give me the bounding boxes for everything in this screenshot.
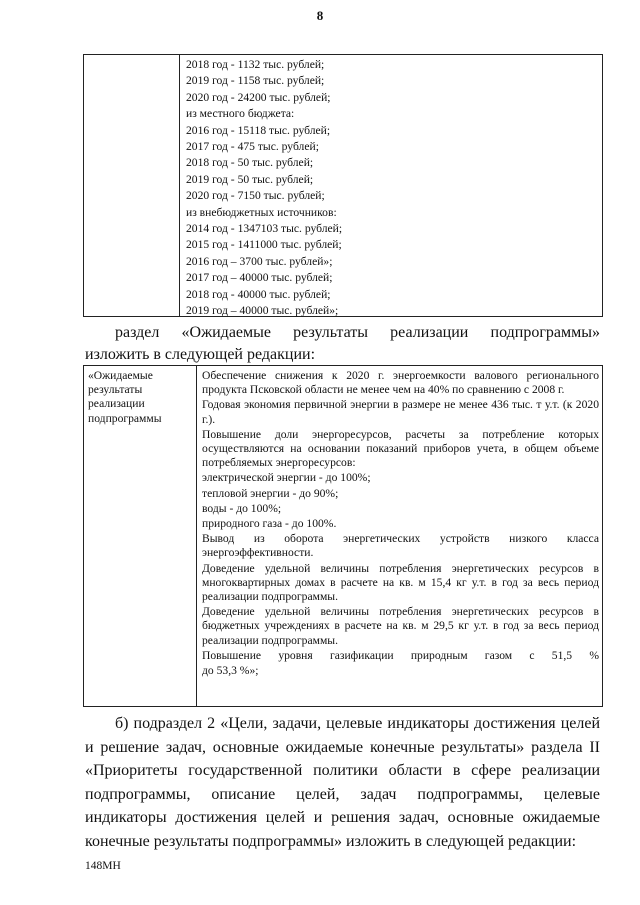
funding-line: 2020 год - 7150 тыс. рублей;	[186, 189, 325, 203]
results-paragraph: Доведение удельной величины потребления энергетических ресурсов в бюджетных учреждениях в расчете на кв. м 29,5 кг у.т. в год за весь период реализации подпрограммы.	[202, 605, 599, 647]
results-paragraph: воды - до 100%;	[202, 501, 282, 515]
funding-table	[83, 54, 603, 317]
funding-line: 2019 год – 40000 тыс. рублей»;	[186, 304, 339, 318]
table-column-divider	[179, 55, 180, 316]
funding-lines	[186, 57, 342, 320]
results-paragraph: Вывод из оборота энергетических устройств низкого класса энергоэффективности.	[202, 532, 599, 560]
results-table	[83, 365, 603, 707]
table-column-divider	[196, 366, 197, 706]
page-number: 8	[316, 8, 324, 23]
funding-line: 2016 год - 15118 тыс. рублей;	[186, 123, 331, 137]
funding-line: 2016 год – 3700 тыс. рублей»;	[186, 254, 333, 268]
results-paragraph: Повышение доли энергоресурсов, расчеты за потребление которых осуществляются на основании показаний приборов учета, в общем объеме потребляемых энергоресурсов:	[202, 427, 599, 470]
funding-line: 2020 год - 24200 тыс. рублей;	[186, 90, 331, 104]
results-content	[202, 369, 599, 679]
funding-line: из внебюджетных источников:	[186, 205, 337, 219]
results-paragraph: до 53,3 %»;	[202, 664, 259, 678]
results-paragraph: электрической энергии - до 100%;	[202, 471, 371, 485]
funding-line: 2019 год - 1158 тыс. рублей;	[186, 74, 325, 88]
section-intro-line: изложить в следующей редакции:	[85, 346, 316, 363]
funding-line: 2017 год – 40000 тыс. рублей;	[186, 271, 333, 285]
section-intro-line: раздел «Ожидаемые результаты реализации подпрограммы»	[115, 324, 600, 341]
results-paragraph: Доведение удельной величины потребления энергетических ресурсов в многоквартирных домах в расчете на кв. м 15,4 кг у.т. в год за весь период реализации подпрограммы.	[202, 561, 599, 604]
results-paragraph: тепловой энергии - до 90%;	[202, 486, 339, 500]
results-paragraph: природного газа - до 100%.	[202, 517, 337, 531]
funding-line: 2019 год - 50 тыс. рублей;	[186, 172, 314, 186]
funding-line: 2018 год - 50 тыс. рублей;	[186, 156, 314, 170]
results-paragraph: Годовая экономия первичной энергии в размере не менее 436 тыс. т у.т. (к 2020 г.).	[202, 398, 599, 426]
results-paragraph: Обеспечение снижения к 2020 г. энергоемкости валового регионального продукта Псковской области не менее чем на 40% по сравнению с 2008 г.	[202, 369, 599, 397]
funding-line: 2017 год - 475 тыс. рублей;	[186, 140, 319, 154]
funding-line: 2014 год - 1347103 тыс. рублей;	[186, 222, 343, 236]
results-paragraph: Повышение уровня газификации природным газом с 51,5 %	[202, 648, 599, 662]
funding-line: из местного бюджета:	[186, 107, 295, 121]
amendment-text: б) подраздел 2 «Цели, задачи, целевые индикаторы достижения целей и решение задач, основные ожидаемые конечные результаты» раздела II «Приоритеты государственной политики области в сфере реализации подпрограммы, описание целей, задач подпрограммы, целевые индикаторы достижения целей и решения задач, основные ожидаемые конечные результаты подпрограммы» изложить в следующей редакции:	[85, 715, 600, 850]
results-label: «Ожидаемые результаты реализации подпрограммы	[88, 369, 162, 425]
section-intro	[85, 322, 600, 366]
funding-line: 2018 год - 40000 тыс. рублей;	[186, 287, 331, 301]
funding-line: 2018 год - 1132 тыс. рублей;	[186, 58, 325, 71]
footer-code: 148МН	[85, 860, 121, 872]
amendment-paragraph	[85, 712, 600, 853]
funding-line: 2015 год - 1411000 тыс. рублей;	[186, 238, 342, 252]
